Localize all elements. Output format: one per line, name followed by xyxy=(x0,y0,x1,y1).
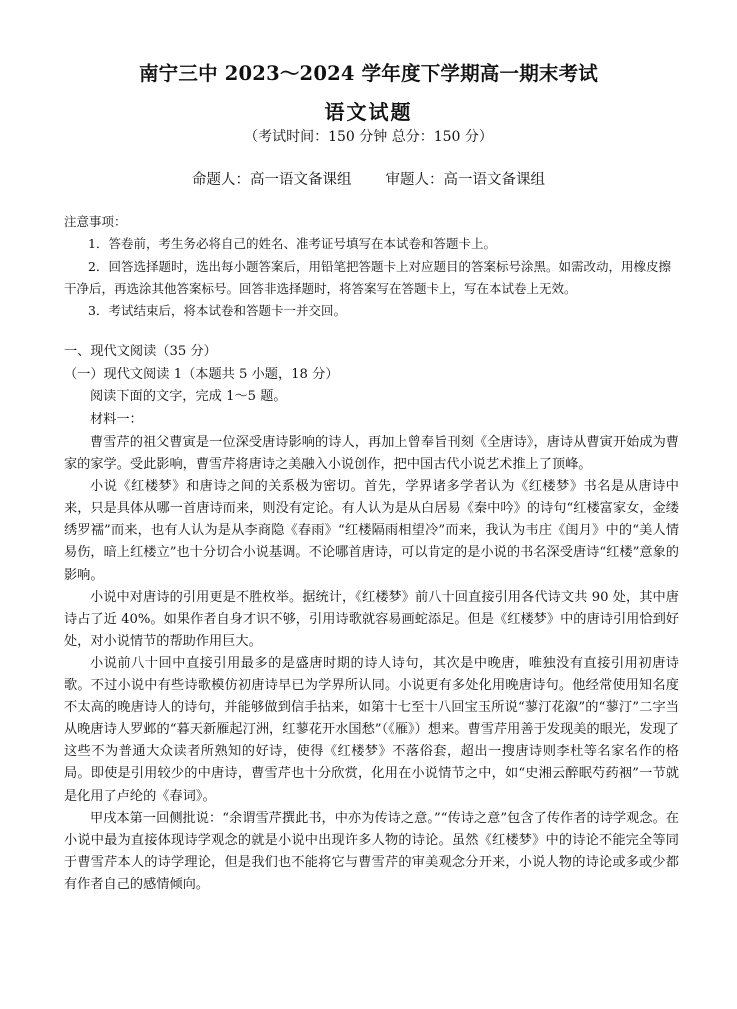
passage-paragraph: 小说中对唐诗的引用更是不胜枚举。据统计，《红楼梦》前八十回直接引用各代诗文共 90 处，其中唐诗占了近 40%。如果作者自身才识不够，引用诗歌就容易画蛇添足。但是《红楼梦》中的唐诗引用恰到好处，对小说情节的帮助作用巨大。 xyxy=(64,589,679,649)
exam-info: （考试时间：150 分钟 总分：150 分） xyxy=(244,129,493,145)
section-heading-text: 一、现代文阅读（35 分） xyxy=(64,344,217,359)
exam-title: 南宁三中 2023～2024 学年度下学期高一期末考试 xyxy=(138,62,599,85)
passage-paragraph: 小说前八十回中直接引用最多的是盛唐时期的诗人诗句，其次是中晚唐，唯独没有直接引用初唐诗歌。不过小说中有些诗歌模仿初唐诗早已为学界所认同。小说更有多处化用晚唐诗句。他经常使用知名度不太高的晚唐诗人的诗句，并能够做到信手拈来，如第十七至十八回宝玉所说“蓼汀花溆”的“蓼汀”二字当从晚唐诗人罗邺的“暮天新雁起汀洲，红蓼花开水国愁”（《雁》）想来。曹雪芹用善于发现美的眼光，发现了这些不为普通大众读者所熟知的好诗，使得《红楼梦》不落俗套，超出一搜唐诗则李杜等名家名作的格局。即使是引用较少的中唐诗，曹雪芹也十分欣赏，化用在小说情节之中，如“史湘云醉眠芍药裀”一节就是化用了卢纶的《春词》。 xyxy=(64,655,679,804)
note-item: 3．考试结束后，将本试卷和答题卡一并交回。 xyxy=(88,303,346,319)
notes-block xyxy=(64,211,679,322)
instruction xyxy=(64,386,679,408)
reading-passage xyxy=(64,432,679,896)
passage-paragraph: 甲戌本第一回侧批说：“余谓雪芹撰此书，中亦为传诗之意。”“传诗之意”包含了传作者的诗学观念。在小说中最为直接体现诗学观念的就是小说中出现许多人物的诗论。虽然《红楼梦》中的诗论不能完全等同于曹雪芹本人的诗学理论，但是我们也不能将它与曹雪芹的审美观念分开来，小说人物的诗论或多或少都有作者自己的感情倾向。 xyxy=(64,810,679,892)
setter-label: 命题人：高一语文备课组 xyxy=(192,172,352,188)
passage-paragraph: 小说《红楼梦》和唐诗之间的关系极为密切。首先，学界诸多学者认为《红楼梦》书名是从唐诗中来，只是具体从哪一首唐诗而来，则没有定论。有人认为是从白居易《秦中吟》的诗句“红楼富家女，金缕绣罗襦”而来，也有人认为是从李商隐《春雨》“红楼隔雨相望冷”而来，我认为韦庄《闺月》中的“美人情易伤，暗上红楼立”也十分切合小说基调。不论哪首唐诗，可以肯定的是小说的书名深受唐诗“红楼”意象的影响。 xyxy=(64,479,679,583)
sub-heading-text: （一）现代文阅读 1（本题共 5 小题，18 分） xyxy=(64,367,339,382)
note-item: 2．回答选择题时，选出每小题答案后，用铅笔把答题卡上对应题目的答案标号涂黑。如需改动，用橡皮擦干净后，再选涂其他答案标号。回答非选择题时，将答案写在答题卡上，写在本试卷上无效。 xyxy=(64,258,671,296)
instruction-text: 阅读下面的文字，完成 1～5 题。 xyxy=(90,389,287,404)
material-label-text: 材料一： xyxy=(90,412,143,427)
notes-heading: 注意事项： xyxy=(64,214,127,229)
reviewer-label: 审题人：高一语文备课组 xyxy=(385,172,545,188)
sub-heading xyxy=(64,364,679,386)
subject-title: 语文试题 xyxy=(324,100,413,124)
section-heading xyxy=(64,341,679,363)
passage-paragraph: 曹雪芹的祖父曹寅是一位深受唐诗影响的诗人，再加上曾奉旨刊刻《全唐诗》，唐诗从曹寅开始成为曹家的家学。受此影响，曹雪芹将唐诗之美融入小说创作，把中国古代小说艺术推上了顶峰。 xyxy=(64,435,679,473)
note-item: 1．答卷前，考生务必将自己的姓名、准考证号填写在本试卷和答题卡上。 xyxy=(88,236,496,252)
authors-line xyxy=(0,168,737,189)
material-label xyxy=(64,409,679,431)
